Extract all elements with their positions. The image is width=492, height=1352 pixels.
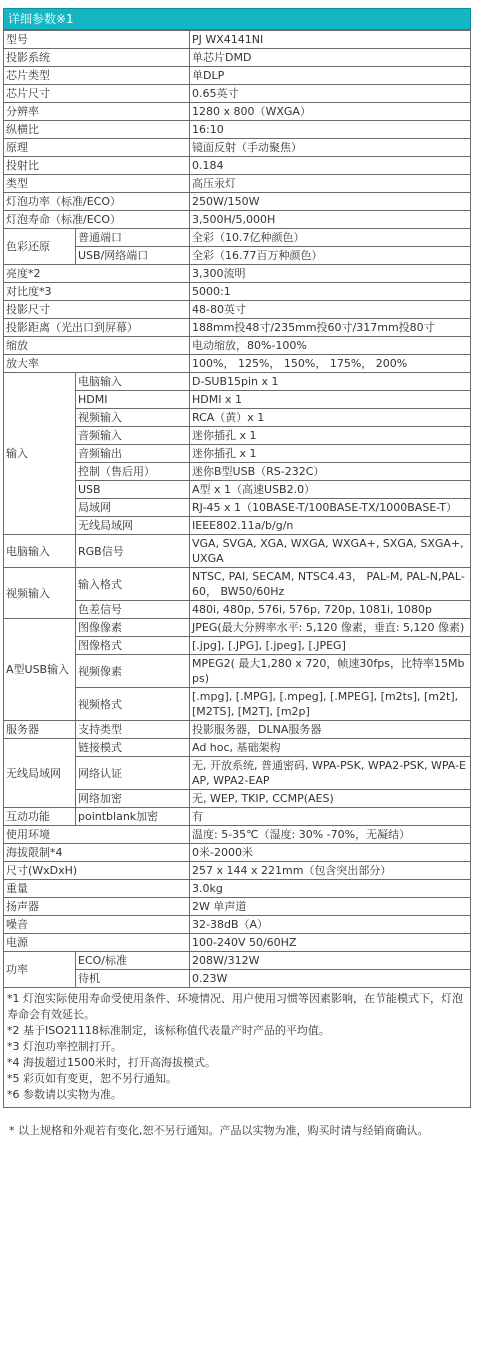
spec-value: 3,300流明 (190, 265, 471, 283)
spec-key: 灯泡功率（标准/ECO） (4, 193, 190, 211)
spec-value: RJ-45 x 1（10BASE-T/100BASE-TX/1000BASE-T） (190, 499, 471, 517)
table-row (4, 49, 471, 67)
spec-subkey: USB/网络端口 (76, 247, 190, 265)
spec-value: VGA, SVGA, XGA, WXGA, WXGA+, SXGA, SXGA+, UXGA (190, 535, 471, 568)
spec-value: 迷你插孔 x 1 (190, 445, 471, 463)
spec-key: 芯片尺寸 (4, 85, 190, 103)
spec-subkey: 网络认证 (76, 757, 190, 790)
table-row (4, 121, 471, 139)
table-row (4, 898, 471, 916)
spec-value: 1280 x 800（WXGA） (190, 103, 471, 121)
spec-sheet (3, 8, 471, 1138)
spec-subkey: 网络加密 (76, 790, 190, 808)
table-row (4, 319, 471, 337)
spec-key: 亮度*2 (4, 265, 190, 283)
table-row (4, 535, 471, 568)
spec-value: 投影服务器，DLNA服务器 (190, 721, 471, 739)
spec-subkey: RGB信号 (76, 535, 190, 568)
spec-value: 250W/150W (190, 193, 471, 211)
footnote: *6 参数请以实物为准。 (7, 1088, 122, 1101)
spec-value: 全彩（16.77百万种颜色） (190, 247, 471, 265)
table-row (4, 952, 471, 970)
spec-value: RCA（黄）x 1 (190, 409, 471, 427)
spec-key: 重量 (4, 880, 190, 898)
spec-value: 480i, 480p, 576i, 576p, 720p, 1081i, 1080p (190, 601, 471, 619)
spec-subkey: 视频输入 (76, 409, 190, 427)
table-row (4, 67, 471, 85)
table-row (4, 568, 471, 601)
spec-key: 投影尺寸 (4, 301, 190, 319)
spec-group-key: 视频输入 (4, 568, 76, 619)
spec-subkey: 视频格式 (76, 688, 190, 721)
spec-subkey: ECO/标准 (76, 952, 190, 970)
table-row (4, 844, 471, 862)
spec-value: 迷你插孔 x 1 (190, 427, 471, 445)
table-row (4, 826, 471, 844)
spec-key: 电源 (4, 934, 190, 952)
spec-key: 投射比 (4, 157, 190, 175)
spec-subkey: HDMI (76, 391, 190, 409)
spec-subkey: 色差信号 (76, 601, 190, 619)
spec-value: 全彩（10.7亿种颜色） (190, 229, 471, 247)
table-row (4, 193, 471, 211)
spec-subkey: 视频像素 (76, 655, 190, 688)
table-row (4, 157, 471, 175)
spec-subkey: 音频输入 (76, 427, 190, 445)
spec-key: 芯片类型 (4, 67, 190, 85)
spec-value: 2W 单声道 (190, 898, 471, 916)
spec-value: 16:10 (190, 121, 471, 139)
spec-group-key: A型USB输入 (4, 619, 76, 721)
spec-key: 投影距离（光出口到屏幕） (4, 319, 190, 337)
table-row (4, 916, 471, 934)
spec-value: IEEE802.11a/b/g/n (190, 517, 471, 535)
spec-value: MPEG2( 最大1,280 x 720，帧速30fps，比特率15Mbps) (190, 655, 471, 688)
table-row (4, 103, 471, 121)
spec-value: 0.65英寸 (190, 85, 471, 103)
spec-value: 镜面反射（手动聚焦） (190, 139, 471, 157)
spec-value: 3.0kg (190, 880, 471, 898)
spec-value: 高压汞灯 (190, 175, 471, 193)
table-row (4, 31, 471, 49)
spec-subkey: 普通端口 (76, 229, 190, 247)
table-row (4, 265, 471, 283)
table-row (4, 373, 471, 391)
spec-subkey: USB (76, 481, 190, 499)
table-row (4, 934, 471, 952)
spec-key: 对比度*3 (4, 283, 190, 301)
spec-value: 0.23W (190, 970, 471, 988)
spec-subkey: 音频输出 (76, 445, 190, 463)
table-row (4, 355, 471, 373)
table-row (4, 211, 471, 229)
spec-subkey: 链接模式 (76, 739, 190, 757)
spec-value: 100-240V 50/60HZ (190, 934, 471, 952)
spec-subkey: 待机 (76, 970, 190, 988)
table-row (4, 862, 471, 880)
spec-key: 投影系统 (4, 49, 190, 67)
spec-subkey: 控制（售后用） (76, 463, 190, 481)
footnote: *4 海拔超过1500米时，打开高海拔模式。 (7, 1056, 216, 1069)
spec-subkey: 输入格式 (76, 568, 190, 601)
table-row (4, 721, 471, 739)
spec-key: 使用环境 (4, 826, 190, 844)
spec-value: 0.184 (190, 157, 471, 175)
spec-value: 单芯片DMD (190, 49, 471, 67)
table-row (4, 139, 471, 157)
footnote: *2 基于ISO21118标准制定，该标称值代表量产时产品的平均值。 (7, 1024, 330, 1037)
disclaimer: * 以上规格和外观若有变化,恕不另行通知。产品以实物为准，购买时请与经销商确认。 (9, 1124, 429, 1137)
table-row (4, 229, 471, 247)
table-row (4, 808, 471, 826)
table-row (4, 283, 471, 301)
spec-key: 扬声器 (4, 898, 190, 916)
spec-key: 噪音 (4, 916, 190, 934)
table-row (4, 301, 471, 319)
spec-value: 188mm投48寸/235mm投60寸/317mm投80寸 (190, 319, 471, 337)
spec-subkey: 图像像素 (76, 619, 190, 637)
spec-value: 0米-2000米 (190, 844, 471, 862)
footnote: *3 灯泡功率控制打开。 (7, 1040, 122, 1053)
spec-subkey: 支持类型 (76, 721, 190, 739)
spec-value: HDMI x 1 (190, 391, 471, 409)
spec-value: 无, 开放系统, 普通密码, WPA-PSK, WPA2-PSK, WPA-EAP, WPA2-EAP (190, 757, 471, 790)
spec-value: [.jpg], [.JPG], [.jpeg], [.JPEG] (190, 637, 471, 655)
spec-value: 温度: 5-35℃（湿度: 30% -70%，无凝结） (190, 826, 471, 844)
spec-key: 型号 (4, 31, 190, 49)
spec-value: 100%， 125%， 150%， 175%， 200% (190, 355, 471, 373)
spec-value: Ad hoc, 基础架构 (190, 739, 471, 757)
spec-value: 迷你B型USB（RS-232C） (190, 463, 471, 481)
spec-value: A型 x 1（高速USB2.0） (190, 481, 471, 499)
spec-value: JPEG(最大分辨率水平: 5,120 像素，垂直: 5,120 像素) (190, 619, 471, 637)
spec-subkey: 无线局域网 (76, 517, 190, 535)
spec-key: 灯泡寿命（标准/ECO） (4, 211, 190, 229)
spec-value: 32-38dB（A） (190, 916, 471, 934)
spec-key: 类型 (4, 175, 190, 193)
spec-key: 分辨率 (4, 103, 190, 121)
spec-key: 放大率 (4, 355, 190, 373)
footnote: *5 彩页如有变更，恕不另行通知。 (7, 1072, 177, 1085)
spec-key: 尺寸(WxDxH) (4, 862, 190, 880)
spec-value: 257 x 144 x 221mm（包含突出部分） (190, 862, 471, 880)
spec-value: NTSC, PAI, SECAM, NTSC4.43， PAL-M, PAL-N,PAL-60， BW50/60Hz (190, 568, 471, 601)
table-row (4, 739, 471, 757)
spec-group-key: 电脑输入 (4, 535, 76, 568)
spec-group-key: 输入 (4, 373, 76, 535)
spec-value: 单DLP (190, 67, 471, 85)
table-row (4, 175, 471, 193)
table-row (4, 880, 471, 898)
spec-value: [.mpg], [.MPG], [.mpeg], [.MPEG], [m2ts], [m2t], [M2TS], [M2T], [m2p] (190, 688, 471, 721)
spec-subkey: 局域网 (76, 499, 190, 517)
spec-group-key: 色彩还原 (4, 229, 76, 265)
spec-value: 3,500H/5,000H (190, 211, 471, 229)
spec-key: 纵横比 (4, 121, 190, 139)
table-row (4, 85, 471, 103)
spec-value: 无, WEP, TKIP, CCMP(AES) (190, 790, 471, 808)
spec-value: 有 (190, 808, 471, 826)
footnotes (3, 988, 471, 1108)
spec-title: 详细参数※1 (3, 8, 471, 30)
spec-key: 缩放 (4, 337, 190, 355)
spec-table (3, 30, 471, 988)
spec-group-key: 无线局域网 (4, 739, 76, 808)
spec-group-key: 互动功能 (4, 808, 76, 826)
spec-value: 5000:1 (190, 283, 471, 301)
spec-value: 208W/312W (190, 952, 471, 970)
spec-group-key: 服务器 (4, 721, 76, 739)
spec-group-key: 功率 (4, 952, 76, 988)
spec-subkey: 电脑输入 (76, 373, 190, 391)
table-row (4, 337, 471, 355)
spec-value: 48-80英寸 (190, 301, 471, 319)
spec-value: PJ WX4141NI (190, 31, 471, 49)
spec-subkey: pointblank加密 (76, 808, 190, 826)
spec-subkey: 图像格式 (76, 637, 190, 655)
spec-value: 电动缩放，80%-100% (190, 337, 471, 355)
spec-key: 原理 (4, 139, 190, 157)
footnote: *1 灯泡实际使用寿命受使用条件、环境情况、用户使用习惯等因素影响，在节能模式下，灯泡寿命会有效延长。 (7, 992, 463, 1021)
spec-value: D-SUB15pin x 1 (190, 373, 471, 391)
spec-key: 海拔限制*4 (4, 844, 190, 862)
table-row (4, 619, 471, 637)
